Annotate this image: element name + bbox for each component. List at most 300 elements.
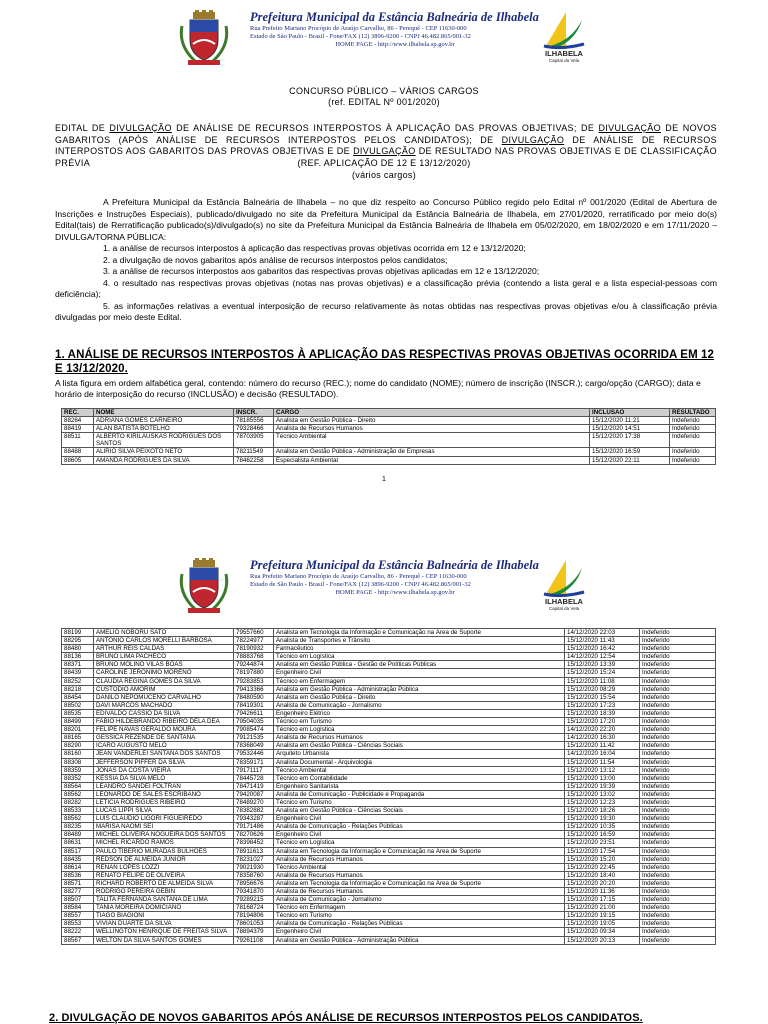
- cell-nome: BRUNO MOLINO VILAS BOAS: [94, 661, 234, 669]
- cell-rec: 88562: [62, 790, 94, 798]
- cell-inscr: 78601053: [234, 920, 274, 928]
- cell-inclusao: 14/12/2020 12:54: [565, 653, 640, 661]
- cell-nome: LEONARDO DE SALES ESCRIBANO: [94, 790, 234, 798]
- cell-cargo: Técnico em Turismo: [274, 912, 565, 920]
- cell-nome: PAULO TIBERIO MURADAS BULHOES: [94, 847, 234, 855]
- cell-cargo: Técnico em Logística: [274, 726, 565, 734]
- cell-inscr: 78231027: [234, 855, 274, 863]
- cell-nome: RENATO FELIPE DE OLIVEIRA: [94, 871, 234, 879]
- cell-inscr: 78168724: [234, 904, 274, 912]
- table-row: [62, 839, 716, 847]
- letterhead-title: Prefeitura Municipal da Estância Balneária de Ilhabela: [250, 10, 539, 24]
- cell-cargo: Técnico Ambiental: [274, 863, 565, 871]
- cell-inclusao: 15/12/2020 20:13: [565, 936, 640, 944]
- cell-rec: 88165: [62, 734, 94, 742]
- cell-cargo: Técnico Ambiental: [274, 433, 590, 448]
- cell-resultado: Indeferido: [640, 790, 716, 798]
- table-row: [62, 661, 716, 669]
- col-header-nome: NOME: [94, 409, 234, 417]
- table-row: [62, 677, 716, 685]
- cell-inscr: 78194806: [234, 912, 274, 920]
- logo-subtitle: Capital da Vela: [548, 606, 580, 611]
- varios-cargos: (vários cargos): [351, 169, 416, 180]
- cell-inclusao: 15/12/2020 21:00: [565, 904, 640, 912]
- cell-rec: 88454: [62, 693, 94, 701]
- cell-inscr: 78270626: [234, 831, 274, 839]
- cell-cargo: Analista de Comunicação - Relações Públicas: [274, 823, 565, 831]
- cell-resultado: Indeferido: [640, 807, 716, 815]
- cell-cargo: Arquiteto Urbanista: [274, 750, 565, 758]
- letterhead-homepage: HOME PAGE - http://www.ilhabela.sp.gov.br: [335, 41, 455, 48]
- cell-inclusao: 15/12/2020 13:02: [565, 790, 640, 798]
- col-header-inclusao: INCLUSAO: [590, 409, 670, 417]
- edital-text: DE ANÁLISE DE RECURSOS INTERPOSTOS AOS GABARITOS DAS PROVAS OBJETIVAS E DE: [55, 134, 717, 156]
- cell-nome: ANTONIO CARLOS MORELLI BARBOSA: [94, 637, 234, 645]
- cell-rec: 88264: [62, 417, 94, 425]
- table-row: [62, 417, 716, 425]
- cell-inscr: 78462258: [234, 456, 274, 464]
- cell-rec: 88160: [62, 750, 94, 758]
- cell-nome: LUCAS LIPPI SILVA: [94, 807, 234, 815]
- cell-inclusao: 15/12/2020 17:54: [565, 847, 640, 855]
- cell-nome: TALITA FERNANDA SANTANA DE LIMA: [94, 896, 234, 904]
- cell-nome: LETICIA RODRIGUES RIBEIRO: [94, 798, 234, 806]
- cell-inscr: 79289215: [234, 896, 274, 904]
- cell-nome: CAROLINE JERONIMO MORENO: [94, 669, 234, 677]
- cell-inscr: 78883768: [234, 653, 274, 661]
- cell-nome: EDIVALDO CASSIO DA SILVA: [94, 709, 234, 717]
- concurso-title: CONCURSO PÚBLICO – VÁRIOS CARGOS: [289, 86, 479, 96]
- cell-inclusao: 15/12/2020 08:29: [565, 685, 640, 693]
- cell-inclusao: 15/12/2020 11:21: [590, 417, 670, 425]
- cell-rec: 88235: [62, 823, 94, 831]
- cell-nome: WELLINGTON HENRIQUE DE FREITAS SILVA: [94, 928, 234, 936]
- cell-inclusao: 15/12/2020 19:39: [565, 782, 640, 790]
- table-row: [62, 807, 716, 815]
- cell-cargo: Analista de Recursos Humanos: [274, 888, 565, 896]
- cell-rec: 88439: [62, 669, 94, 677]
- cell-rec: 88419: [62, 425, 94, 433]
- cell-nome: JEAN VANDERLEI SANTANA DOS SANTOS: [94, 750, 234, 758]
- cell-inscr: 79504035: [234, 718, 274, 726]
- cell-inclusao: 15/12/2020 22:45: [565, 863, 640, 871]
- edital-text: DE ANÁLISE DE RECURSOS INTERPOSTOS À APLICAÇÃO DAS PROVAS OBJETIVAS; DE: [171, 123, 599, 133]
- cell-cargo: Analista Documental - Arquivologia: [274, 758, 565, 766]
- cell-resultado: Indeferido: [640, 920, 716, 928]
- cell-rec: 88371: [62, 661, 94, 669]
- cell-inscr: 79085474: [234, 726, 274, 734]
- table-row: [62, 685, 716, 693]
- cell-rec: 88571: [62, 879, 94, 887]
- table-row: [62, 701, 716, 709]
- cell-inscr: 78445728: [234, 774, 274, 782]
- cell-rec: 88435: [62, 855, 94, 863]
- table-row: [62, 766, 716, 774]
- cell-inscr: 79420087: [234, 790, 274, 798]
- cell-inscr: 78956676: [234, 879, 274, 887]
- cell-inclusao: 15/12/2020 13:12: [565, 766, 640, 774]
- cell-inscr: 78185556: [234, 417, 274, 425]
- table-row: [62, 790, 716, 798]
- cell-resultado: Indeferido: [640, 637, 716, 645]
- cell-resultado: Indeferido: [640, 888, 716, 896]
- table-row: [62, 637, 716, 645]
- list-item-5: 5. as informações relativas a eventual interposição de recurso relativamente às notas obtidas nas respectivas provas objetivas e/ou à classificação prévia divulgadas por meio deste Edital.: [55, 300, 717, 322]
- cell-inclusao: 15/12/2020 15:20: [565, 855, 640, 863]
- cell-rec: 88488: [62, 448, 94, 456]
- edital-text: DE RESULTADO NAS PROVAS OBJETIVAS E DE CLASSIFICAÇÃO PRÉVIA: [55, 146, 718, 168]
- cell-inscr: 79557660: [234, 629, 274, 637]
- cell-rec: 88499: [62, 718, 94, 726]
- cell-inclusao: 14/12/2020 22:20: [565, 726, 640, 734]
- list-item-3: 3. a análise de recursos interpostos aos gabaritos das respectivas provas objetivas aplicadas em 12 e 13/12/2020;: [103, 266, 540, 276]
- cell-rec: 88535: [62, 709, 94, 717]
- col-header-resultado: RESULTADO: [670, 409, 716, 417]
- results-table-1: [61, 408, 716, 465]
- cell-rec: 88562: [62, 815, 94, 823]
- cell-cargo: Analista de Comunicação - Publicidade e Propaganda: [274, 790, 565, 798]
- cell-cargo: Técnico em Turismo: [274, 798, 565, 806]
- cell-resultado: Indeferido: [640, 701, 716, 709]
- cell-cargo: Técnico em Contabilidade: [274, 774, 565, 782]
- cell-cargo: Analista em Tecnologia da Informação e Comunicação na Área de Suporte: [274, 879, 565, 887]
- cell-inscr: 78471419: [234, 782, 274, 790]
- cell-inscr: 78190932: [234, 645, 274, 653]
- cell-inscr: 78211549: [234, 448, 274, 456]
- table-row: [62, 669, 716, 677]
- cell-nome: RODRIGO PEREIRA GEBIN: [94, 888, 234, 896]
- cell-inclusao: 15/12/2020 16:59: [565, 831, 640, 839]
- cell-resultado: Indeferido: [640, 750, 716, 758]
- ilhabela-logo: [542, 10, 600, 66]
- edital-underline: DIVULGAÇÃO: [501, 134, 565, 145]
- cell-rec: 88480: [62, 645, 94, 653]
- cell-cargo: Técnico Ambiental: [274, 766, 565, 774]
- cell-nome: TANIA MOREIRA DOMICIANO: [94, 904, 234, 912]
- cell-inscr: 79244874: [234, 661, 274, 669]
- cell-nome: RENAN LOPES LOZZI: [94, 863, 234, 871]
- table-header-row: [62, 409, 716, 417]
- cell-inclusao: 15/12/2020 11:42: [565, 742, 640, 750]
- cell-inscr: 79283853: [234, 677, 274, 685]
- cell-rec: 88564: [62, 782, 94, 790]
- cell-inclusao: 15/12/2020 22:11: [590, 456, 670, 464]
- cell-cargo: Analista de Comunicação - Jornalismo: [274, 701, 565, 709]
- cell-cargo: Engenheiro Civil: [274, 928, 565, 936]
- cell-resultado: Indeferido: [640, 693, 716, 701]
- cell-resultado: Indeferido: [640, 645, 716, 653]
- logo-name: ILHABELA: [545, 49, 583, 58]
- cell-inscr: 79426611: [234, 709, 274, 717]
- cell-resultado: Indeferido: [670, 433, 716, 448]
- cell-resultado: Indeferido: [640, 928, 716, 936]
- section-1-title: 1. ANÁLISE DE RECURSOS INTERPOSTOS À APLICAÇÃO DAS RESPECTIVAS PROVAS OBJETIVAS OCORRIDA EM 12 E 13/12/2020.: [55, 349, 715, 375]
- cell-inclusao: 15/12/2020 11:43: [565, 637, 640, 645]
- cell-nome: KESSIA DA SILVA MELO: [94, 774, 234, 782]
- cell-nome: LEANDRO SANDEI FOLTRAN: [94, 782, 234, 790]
- cell-nome: LUIS CLAUDIO LIGORI FIGUEIREDO: [94, 815, 234, 823]
- cell-inscr: 79021930: [234, 863, 274, 871]
- cell-inscr: 78224977: [234, 637, 274, 645]
- cell-rec: 88218: [62, 685, 94, 693]
- cell-cargo: Engenheiro Civil: [274, 815, 565, 823]
- edital-text: EDITAL DE: [55, 123, 110, 133]
- cell-nome: ALIRIO SILVA PEIXOTO NETO: [94, 448, 234, 456]
- cell-resultado: Indeferido: [640, 815, 716, 823]
- cell-cargo: Analista em Gestão Pública - Direito: [274, 693, 565, 701]
- table-row: [62, 645, 716, 653]
- table-row: [62, 629, 716, 637]
- letterhead-homepage: HOME PAGE - http://www.ilhabela.sp.gov.br: [335, 589, 455, 596]
- cell-rec: 88567: [62, 936, 94, 944]
- cell-cargo: Técnico em Enfermagem: [274, 904, 565, 912]
- intro-paragraph: A Prefeitura Municipal da Estância Balneária de Ilhabela – no que diz respeito ao Concurso Público regido pelo Edital nº 001/2020 (Edital de Abertura de Inscrições e Instruções Especiais), publicado/divulgado no site da Prefeitura Municipal da Estância Balneária de Ilhabela, em 27/01/2020, rerratificado por meio do(s) Edital(tais) de Rerratificação publicado(s)/divulgado(s) no site da Prefeitura Municipal da Estância Balneária de Ilhabela em 05/02/2020, em 18/02/2020 e em 17/11/2020 – DIVULGA/TORNA PÚBLICA:: [55, 197, 717, 242]
- section-2-title: 2. DIVULGAÇÃO DE NOVOS GABARITOS APÓS ANÁLISE DE RECURSOS INTERPOSTOS PELOS CANDIDATOS.: [49, 1012, 643, 1024]
- coat-of-arms-icon: [178, 558, 230, 614]
- cell-rec: 88295: [62, 637, 94, 645]
- table-row: [62, 936, 716, 944]
- cell-cargo: Técnico em Logística: [274, 653, 565, 661]
- cell-rec: 88282: [62, 798, 94, 806]
- cell-resultado: Indeferido: [640, 871, 716, 879]
- cell-inscr: 78480590: [234, 693, 274, 701]
- cell-inscr: 78358760: [234, 871, 274, 879]
- cell-rec: 88136: [62, 653, 94, 661]
- cell-nome: DANILO NEPOMUCENO CARVALHO: [94, 693, 234, 701]
- cell-inscr: 78894379: [234, 928, 274, 936]
- cell-nome: BRUNO LIMA PACHECO: [94, 653, 234, 661]
- cell-resultado: Indeferido: [640, 847, 716, 855]
- col-header-rec: REC.: [62, 409, 94, 417]
- cell-cargo: Técnico em Enfermagem: [274, 677, 565, 685]
- table-row: [62, 928, 716, 936]
- cell-rec: 88507: [62, 896, 94, 904]
- table-row: [62, 831, 716, 839]
- cell-cargo: Analista de Recursos Humanos: [274, 734, 565, 742]
- logo-name: ILHABELA: [545, 597, 583, 606]
- letterhead: [0, 558, 768, 614]
- cell-cargo: Engenheiro Sanitarista: [274, 782, 565, 790]
- cell-nome: ADRIANA GOMES CARNEIRO: [94, 417, 234, 425]
- cell-cargo: Analista em Gestão Pública - Administração Pública: [274, 685, 565, 693]
- table-row: [62, 709, 716, 717]
- cell-resultado: Indeferido: [640, 912, 716, 920]
- cell-cargo: Engenheiro Civil: [274, 669, 565, 677]
- cell-cargo: Analista de Comunicação - Jornalismo: [274, 896, 565, 904]
- logo-subtitle: Capital da Vela: [548, 58, 580, 63]
- cell-cargo: Analista de Comunicação - Relações Públicas: [274, 920, 565, 928]
- cell-inscr: 78382882: [234, 807, 274, 815]
- cell-inclusao: 14/12/2020 16:04: [565, 750, 640, 758]
- cell-rec: 88614: [62, 863, 94, 871]
- letterhead-address: Rua Prefeito Mariano Procópio de Araújo Carvalho, 86 - Perequê - CEP 11630-000: [250, 573, 467, 580]
- cell-rec: 88489: [62, 831, 94, 839]
- page-number: 1: [382, 476, 386, 483]
- cell-nome: CUSTODIO AMORIM: [94, 685, 234, 693]
- table-row: [62, 912, 716, 920]
- cell-cargo: Analista em Gestão Pública - Gestão de Políticas Públicas: [274, 661, 565, 669]
- cell-resultado: Indeferido: [640, 685, 716, 693]
- list-item-4: 4. o resultado nas respectivas provas objetivas (notas nas provas objetivas) e a classificação prévia (contendo a lista geral e a lista especial-pessoas com deficiência);: [55, 277, 717, 299]
- cell-cargo: Analista em Tecnologia da Informação e Comunicação na Área de Suporte: [274, 629, 565, 637]
- edital-underline: DIVULGAÇÃO: [353, 146, 416, 156]
- cell-resultado: Indeferido: [640, 677, 716, 685]
- col-header-cargo: CARGO: [274, 409, 590, 417]
- cell-resultado: Indeferido: [640, 839, 716, 847]
- cell-nome: MICHEL RICARDO RAMOS: [94, 839, 234, 847]
- cell-cargo: Técnico em Logística: [274, 839, 565, 847]
- table-row: [62, 742, 716, 750]
- cell-resultado: Indeferido: [640, 831, 716, 839]
- cell-inscr: 79343287: [234, 815, 274, 823]
- cell-resultado: Indeferido: [640, 734, 716, 742]
- cell-rec: 88511: [62, 433, 94, 448]
- table-row: [62, 782, 716, 790]
- cell-resultado: Indeferido: [640, 782, 716, 790]
- cell-cargo: Analista em Gestão Pública - Administração de Empresas: [274, 448, 590, 456]
- cell-cargo: Técnico em Turismo: [274, 718, 565, 726]
- list-description: A lista figura em ordem alfabética geral, contendo: número do recurso (REC.); nome do candidato (NOME); número de inscrição (INSCR.); cargo/opção (CARGO); data e horário de interposição do recurso (INCLUSÃO) e decisão (RESULTADO).: [55, 378, 701, 399]
- edital-ref: (ref. EDITAL Nº 001/2020): [328, 97, 440, 107]
- cell-inclusao: 15/12/2020 17:15: [565, 896, 640, 904]
- table-row: [62, 871, 716, 879]
- cell-resultado: Indeferido: [640, 629, 716, 637]
- cell-inscr: 78197880: [234, 669, 274, 677]
- cell-cargo: Analista de Recursos Humanos: [274, 425, 590, 433]
- cell-cargo: Analista em Gestão Pública - Administração Pública: [274, 936, 565, 944]
- cell-inclusao: 15/12/2020 15:24: [565, 669, 640, 677]
- letterhead-title: Prefeitura Municipal da Estância Balneária de Ilhabela: [250, 558, 539, 572]
- table-row: [62, 734, 716, 742]
- edital-underline: DIVULGAÇÃO: [109, 123, 172, 133]
- cell-nome: REDSON DE ALMEIDA JUNIOR: [94, 855, 234, 863]
- cell-inclusao: 15/12/2020 15:54: [565, 693, 640, 701]
- cell-rec: 88631: [62, 839, 94, 847]
- cell-inclusao: 15/12/2020 18:40: [565, 871, 640, 879]
- document-heading: [0, 86, 768, 108]
- cell-inclusao: 15/12/2020 17:23: [565, 701, 640, 709]
- cell-nome: GESSICA REZENDE DE SANTANA: [94, 734, 234, 742]
- table-row: [62, 823, 716, 831]
- cell-inscr: 78359171: [234, 758, 274, 766]
- table-row: [62, 758, 716, 766]
- table-row: [62, 863, 716, 871]
- cell-resultado: Indeferido: [640, 936, 716, 944]
- coat-of-arms-icon: [178, 10, 230, 66]
- cell-inclusao: 15/12/2020 11:54: [565, 758, 640, 766]
- cell-inclusao: 15/12/2020 13:00: [565, 774, 640, 782]
- table-row: [62, 425, 716, 433]
- cell-resultado: Indeferido: [640, 669, 716, 677]
- cell-inclusao: 15/12/2020 16:59: [590, 448, 670, 456]
- cell-nome: CLAUDIA REGINA GOMES DA SILVA: [94, 677, 234, 685]
- cell-rec: 88502: [62, 701, 94, 709]
- table-row: [62, 448, 716, 456]
- cell-inclusao: 15/12/2020 19:30: [565, 815, 640, 823]
- cell-nome: JEFFERSON PIFFER DA SILVA: [94, 758, 234, 766]
- cell-resultado: Indeferido: [640, 709, 716, 717]
- cell-cargo: Analista de Transportes e Trânsito: [274, 637, 565, 645]
- edital-underline: DIVULGAÇÃO: [598, 123, 661, 133]
- cell-rec: 88553: [62, 920, 94, 928]
- table-row: [62, 896, 716, 904]
- cell-rec: 88199: [62, 629, 94, 637]
- cell-inscr: 78703905: [234, 433, 274, 448]
- cell-nome: AMANDA RODRIGUES DA SILVA: [94, 456, 234, 464]
- cell-nome: RICHARD ROBERTO DE ALMEIDA SILVA: [94, 879, 234, 887]
- cell-rec: 88222: [62, 928, 94, 936]
- cell-inscr: 79171486: [234, 823, 274, 831]
- cell-resultado: Indeferido: [670, 417, 716, 425]
- intro-body: [55, 197, 717, 324]
- cell-cargo: Analista de Recursos Humanos: [274, 871, 565, 879]
- cell-inscr: 79341870: [234, 888, 274, 896]
- cell-cargo: Analista em Gestão Pública - Ciências Sociais: [274, 742, 565, 750]
- cell-nome: WELTON DA SILVA SANTOS GOMES: [94, 936, 234, 944]
- cell-rec: 88557: [62, 912, 94, 920]
- cell-inscr: 79413366: [234, 685, 274, 693]
- cell-nome: DAVI MARCOS MACHADO: [94, 701, 234, 709]
- cell-cargo: Analista em Gestão Pública - Direito: [274, 417, 590, 425]
- cell-inclusao: 14/12/2020 22:03: [565, 629, 640, 637]
- cell-resultado: Indeferido: [640, 863, 716, 871]
- cell-resultado: Indeferido: [640, 823, 716, 831]
- cell-inclusao: 15/12/2020 17:38: [590, 433, 670, 448]
- cell-inclusao: 15/12/2020 16:42: [565, 645, 640, 653]
- letterhead-contact: Estado de São Paulo - Brasil - Fone/FAX (12) 3896-9200 - CNPJ 46.482.865/001-32: [250, 33, 471, 40]
- cell-rec: 88536: [62, 871, 94, 879]
- cell-inclusao: 15/12/2020 17:20: [565, 718, 640, 726]
- cell-inscr: 78911613: [234, 847, 274, 855]
- cell-cargo: Analista de Recursos Humanos: [274, 855, 565, 863]
- letterhead: [0, 10, 768, 66]
- table-row: [62, 750, 716, 758]
- cell-resultado: Indeferido: [640, 758, 716, 766]
- col-header-inscr: INSCR.: [234, 409, 274, 417]
- cell-inclusao: 14/12/2020 16:30: [565, 734, 640, 742]
- cell-cargo: Especialista Ambiental: [274, 456, 590, 464]
- table-row: [62, 855, 716, 863]
- cell-inclusao: 15/12/2020 14:51: [590, 425, 670, 433]
- letterhead-contact: Estado de São Paulo - Brasil - Fone/FAX (12) 3896-9200 - CNPJ 46.482.865/001-32: [250, 581, 471, 588]
- cell-inscr: 79261108: [234, 936, 274, 944]
- cell-cargo: Engenheiro Elétrico: [274, 709, 565, 717]
- results-table-2: [61, 628, 716, 945]
- cell-rec: 88308: [62, 758, 94, 766]
- cell-inclusao: 15/12/2020 11:08: [565, 677, 640, 685]
- aplicacao-reference: [0, 158, 768, 181]
- list-item-2: 2. a divulgação de novos gabaritos após análise de recursos interpostos pelos candidatos;: [103, 254, 448, 265]
- cell-inclusao: 15/12/2020 19:05: [565, 920, 640, 928]
- cell-cargo: Analista em Gestão Pública - Ciências Sociais: [274, 807, 565, 815]
- table-row: [62, 653, 716, 661]
- cell-cargo: Farmacêutico: [274, 645, 565, 653]
- cell-resultado: Indeferido: [640, 653, 716, 661]
- table-row: [62, 904, 716, 912]
- cell-inclusao: 15/12/2020 19:15: [565, 912, 640, 920]
- cell-nome: FABIO HILDEBRANDO RIBEIRO DELA DEA: [94, 718, 234, 726]
- cell-rec: 88290: [62, 742, 94, 750]
- cell-nome: VIVIAN DUARTE DA SILVA: [94, 920, 234, 928]
- cell-resultado: Indeferido: [640, 766, 716, 774]
- cell-nome: ARTHUR REIS CALDAS: [94, 645, 234, 653]
- cell-resultado: Indeferido: [670, 425, 716, 433]
- cell-inclusao: 15/12/2020 20:20: [565, 879, 640, 887]
- cell-resultado: Indeferido: [640, 742, 716, 750]
- cell-resultado: Indeferido: [640, 896, 716, 904]
- cell-nome: JONAS DA COSTA VIEIRA: [94, 766, 234, 774]
- table-row: [62, 456, 716, 464]
